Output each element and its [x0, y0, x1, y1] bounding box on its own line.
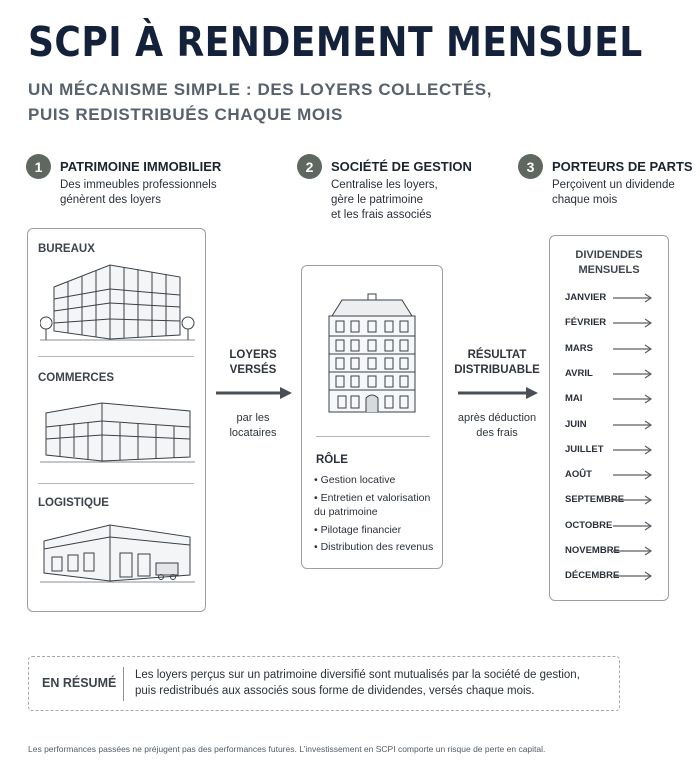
step-1-desc-line: Des immeubles professionnels: [60, 179, 217, 191]
month-arrow-icon: [613, 420, 653, 430]
role-item-distribution: [314, 540, 433, 554]
page-title: SCPI À RENDEMENT MENSUEL: [28, 18, 643, 66]
month-label: OCTOBRE: [565, 519, 613, 531]
step-2-badge: 2: [297, 154, 322, 179]
summary-box: [28, 656, 620, 711]
property-type-offices: BUREAUX: [38, 243, 95, 255]
step-1-badge: 1: [26, 154, 51, 179]
flow-result-sub-line: après déduction: [457, 412, 537, 424]
step-1-desc: [60, 178, 217, 208]
month-label: FÉVRIER: [565, 317, 607, 329]
month-arrow-icon: [613, 495, 653, 505]
month-label: MARS: [565, 342, 593, 354]
role-item-rental: [314, 473, 395, 487]
subtitle-line-1: UN MÉCANISME SIMPLE : DES LOYERS COLLECTÉS,: [28, 80, 493, 99]
month-label: JANVIER: [565, 292, 607, 303]
summary-divider: [123, 667, 124, 701]
arrow-right-icon: [216, 386, 294, 400]
step-2-title: SOCIÉTÉ DE GESTION: [331, 159, 472, 174]
step-3-desc-line: chaque mois: [552, 194, 618, 206]
month-label: SEPTEMBRE: [565, 494, 625, 506]
month-label: MAI: [565, 393, 583, 405]
step-3-desc-line: Perçoivent un dividende: [552, 179, 675, 191]
arrow-right-icon: [458, 386, 540, 400]
month-label: DÉCEMBRE: [565, 570, 620, 582]
month-arrow-icon: [613, 571, 653, 581]
step-3-title: PORTEURS DE PARTS: [552, 159, 693, 174]
flow-rent-title-line: VERSÉS: [229, 364, 277, 376]
step-1-title: PATRIMOINE IMMOBILIER: [60, 159, 222, 174]
month-label: JUIN: [565, 418, 587, 430]
month-arrow-icon: [613, 394, 653, 404]
role-item-maintenance: [314, 491, 430, 519]
flow-rent-title: [211, 348, 295, 378]
dividends-box: [549, 235, 669, 601]
step-2-desc-line: Centralise les loyers,: [331, 179, 438, 191]
summary-text-line-2: puis redistribués aux associés sous forme de dividendes, versés chaque mois.: [135, 685, 535, 697]
flow-rent-sub-line: locataires: [229, 427, 277, 439]
month-arrow-icon: [613, 546, 653, 556]
property-type-logistics: LOGISTIQUE: [38, 497, 109, 509]
flow-result-title-line: RÉSULTAT: [467, 349, 527, 361]
role-item-line: du patrimoine: [314, 506, 378, 518]
dividends-title-line: MENSUELS: [578, 264, 640, 276]
divider: [38, 483, 194, 484]
step-2-desc-line: et les frais associés: [331, 209, 432, 221]
dividends-title: [550, 248, 668, 278]
month-arrow-icon: [613, 445, 653, 455]
month-label: AVRIL: [565, 367, 593, 379]
flow-result-sub: [451, 411, 543, 441]
flow-result-title-line: DISTRIBUABLE: [454, 364, 540, 376]
property-box: [27, 228, 206, 612]
month-arrow-icon: [613, 318, 653, 328]
subtitle-line-2: PUIS REDISTRIBUÉS CHAQUE MOIS: [28, 105, 343, 124]
property-type-retail: COMMERCES: [38, 372, 115, 384]
flow-rent-sub: [211, 411, 295, 441]
management-box: [301, 265, 443, 569]
step-3-desc: [552, 178, 675, 208]
haussmann-building-icon: [324, 292, 420, 414]
flow-rent-sub-line: par les: [236, 412, 270, 424]
month-arrow-icon: [613, 521, 653, 531]
summary-text-line-1: Les loyers perçus sur un patrimoine diversifié sont mutualisés par la société de gestion,: [135, 669, 580, 681]
month-label: AOÛT: [565, 469, 592, 481]
step-1-desc-line: génèrent des loyers: [60, 194, 162, 206]
office-building-icon: [40, 257, 195, 342]
divider: [38, 356, 194, 357]
disclaimer: Les performances passées ne préjugent pas des performances futures. L’investissement en SCPI comporte un risque de perte en capital.: [28, 744, 546, 754]
month-arrow-icon: [613, 344, 653, 354]
dividends-title-line: DIVIDENDES: [575, 249, 643, 261]
month-arrow-icon: [613, 470, 653, 480]
flow-result-title: [451, 348, 543, 378]
month-label: JUILLET: [565, 443, 604, 455]
warehouse-icon: [40, 519, 195, 584]
flow-result-sub-line: des frais: [476, 427, 518, 439]
flow-rent-title-line: LOYERS: [229, 349, 277, 361]
divider: [316, 436, 430, 437]
role-item-line: • Entretien et valorisation: [314, 492, 431, 504]
month-label: NOVEMBRE: [565, 545, 620, 556]
month-arrow-icon: [613, 293, 653, 303]
step-2-desc: [331, 178, 438, 223]
role-item-line: • Distribution des revenus: [314, 541, 434, 553]
month-arrow-icon: [613, 369, 653, 379]
role-title: RÔLE: [316, 454, 348, 466]
summary-label: EN RÉSUMÉ: [42, 676, 117, 690]
step-2-desc-line: gère le patrimoine: [331, 194, 424, 206]
retail-building-icon: [40, 389, 195, 464]
role-item-line: • Pilotage financier: [314, 524, 402, 536]
role-item-finance: [314, 523, 401, 537]
role-item-line: • Gestion locative: [314, 474, 396, 486]
step-3-badge: 3: [518, 154, 543, 179]
